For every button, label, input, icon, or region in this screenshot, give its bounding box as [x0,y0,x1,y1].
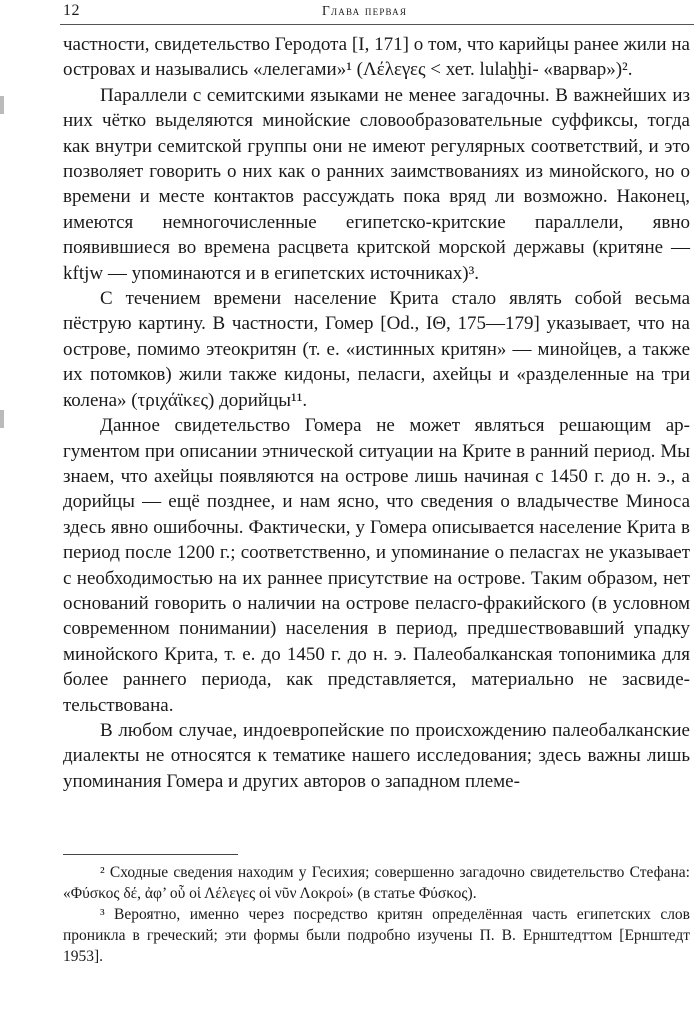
running-head: Глава первая [322,3,408,18]
scan-edge-mark [0,96,4,114]
paragraph: Данное свидетельство Гомера не может являться решающим аргументом при описании этнической ситуации на Крите в ранний период. Мы знаем, что ахейцы появляются на острове лишь начиная с 1450 г. до н. э., а дорийцы — ещё позднее, и нам ясно, что сведения о владычестве Миноса здесь явно ошибочны. Фактически, у Гомера описывается население Крита в период после 1200 г.; соответственно, и упоминание о пеласгах не указывает с необходимостью на их раннее присутствие на острове. Таким образом, нет оснований говорить о наличии на острове пеласго-фракийского (в условном современном понимании) населения в период, предшествовавший упадку минойского Крита, т. е. до 1450 г. до н. э. Палеобалканская топонимика для более раннего периода, как представляется, материально не засвидетельствована. [63,415,690,716]
paragraph: В любом случае, индоевропейские по происхождению палеобалканские диалекты не относятся к тематике нашего исследования; здесь важны лишь упоминания Гомера и других авторов о западном племе- [63,719,690,792]
footnote-separator [63,854,238,855]
page-number: 12 [63,2,80,19]
header-rule [60,24,694,25]
scan-edge-mark [0,410,4,428]
footnote: ² Сходные сведения находим у Гесихия; совершенно загадочно свидетельство Стефана: «Φύσκος δέ, ἀφ’ οὗ οἱ Λέλεγες οἱ νῦν Λοκροί» (в статье Φύσκος). [63,864,690,902]
paragraph: частности, свидетельство Геродота [I, 171] о том, что карийцы ранее жили на островах и назывались «лелегами»¹ (Λέλεγες < хет. lulaḫḫi- «варвар»)². [63,34,690,81]
page-header [0,0,696,24]
paragraph: С течением времени население Крита стало являть собой весьма пёструю картину. В частности, Гомер [Od., IΘ, 175—179] указывает, что на острове, помимо этеокритян (т. е. «истинных критян» — минойцев, а также их потомков) жили также кидоны, пеласги, ахейцы и «разделенные на три колена» (τριχάϊκες) дорийцы¹¹. [63,288,690,411]
main-text [63,32,690,794]
footnotes [63,862,690,967]
footnote: ³ Вероятно, именно через посредство критян определённая часть египетских слов проникла в греческий; эти формы были подробно изучены П. В. Ернштедттом [Ернштедт 1953]. [63,906,690,965]
paragraph: Параллели с семитскими языками не менее загадочны. В важнейших из них чётко выделяются минойские словообразовательные суффиксы, тогда как внутри семитской группы они не имеют регулярных соответствий, и это позволяет говорить о них как о ранних заимствованиях из минойского, но о времени и месте контактов рассуждать пока вряд ли возможно. Наконец, имеются немногочисленные египетско-критские параллели, явно появившиеся во времена расцвета критской морской державы (критяне — kftjw — упоминаются и в египетских источниках)³. [63,84,690,284]
